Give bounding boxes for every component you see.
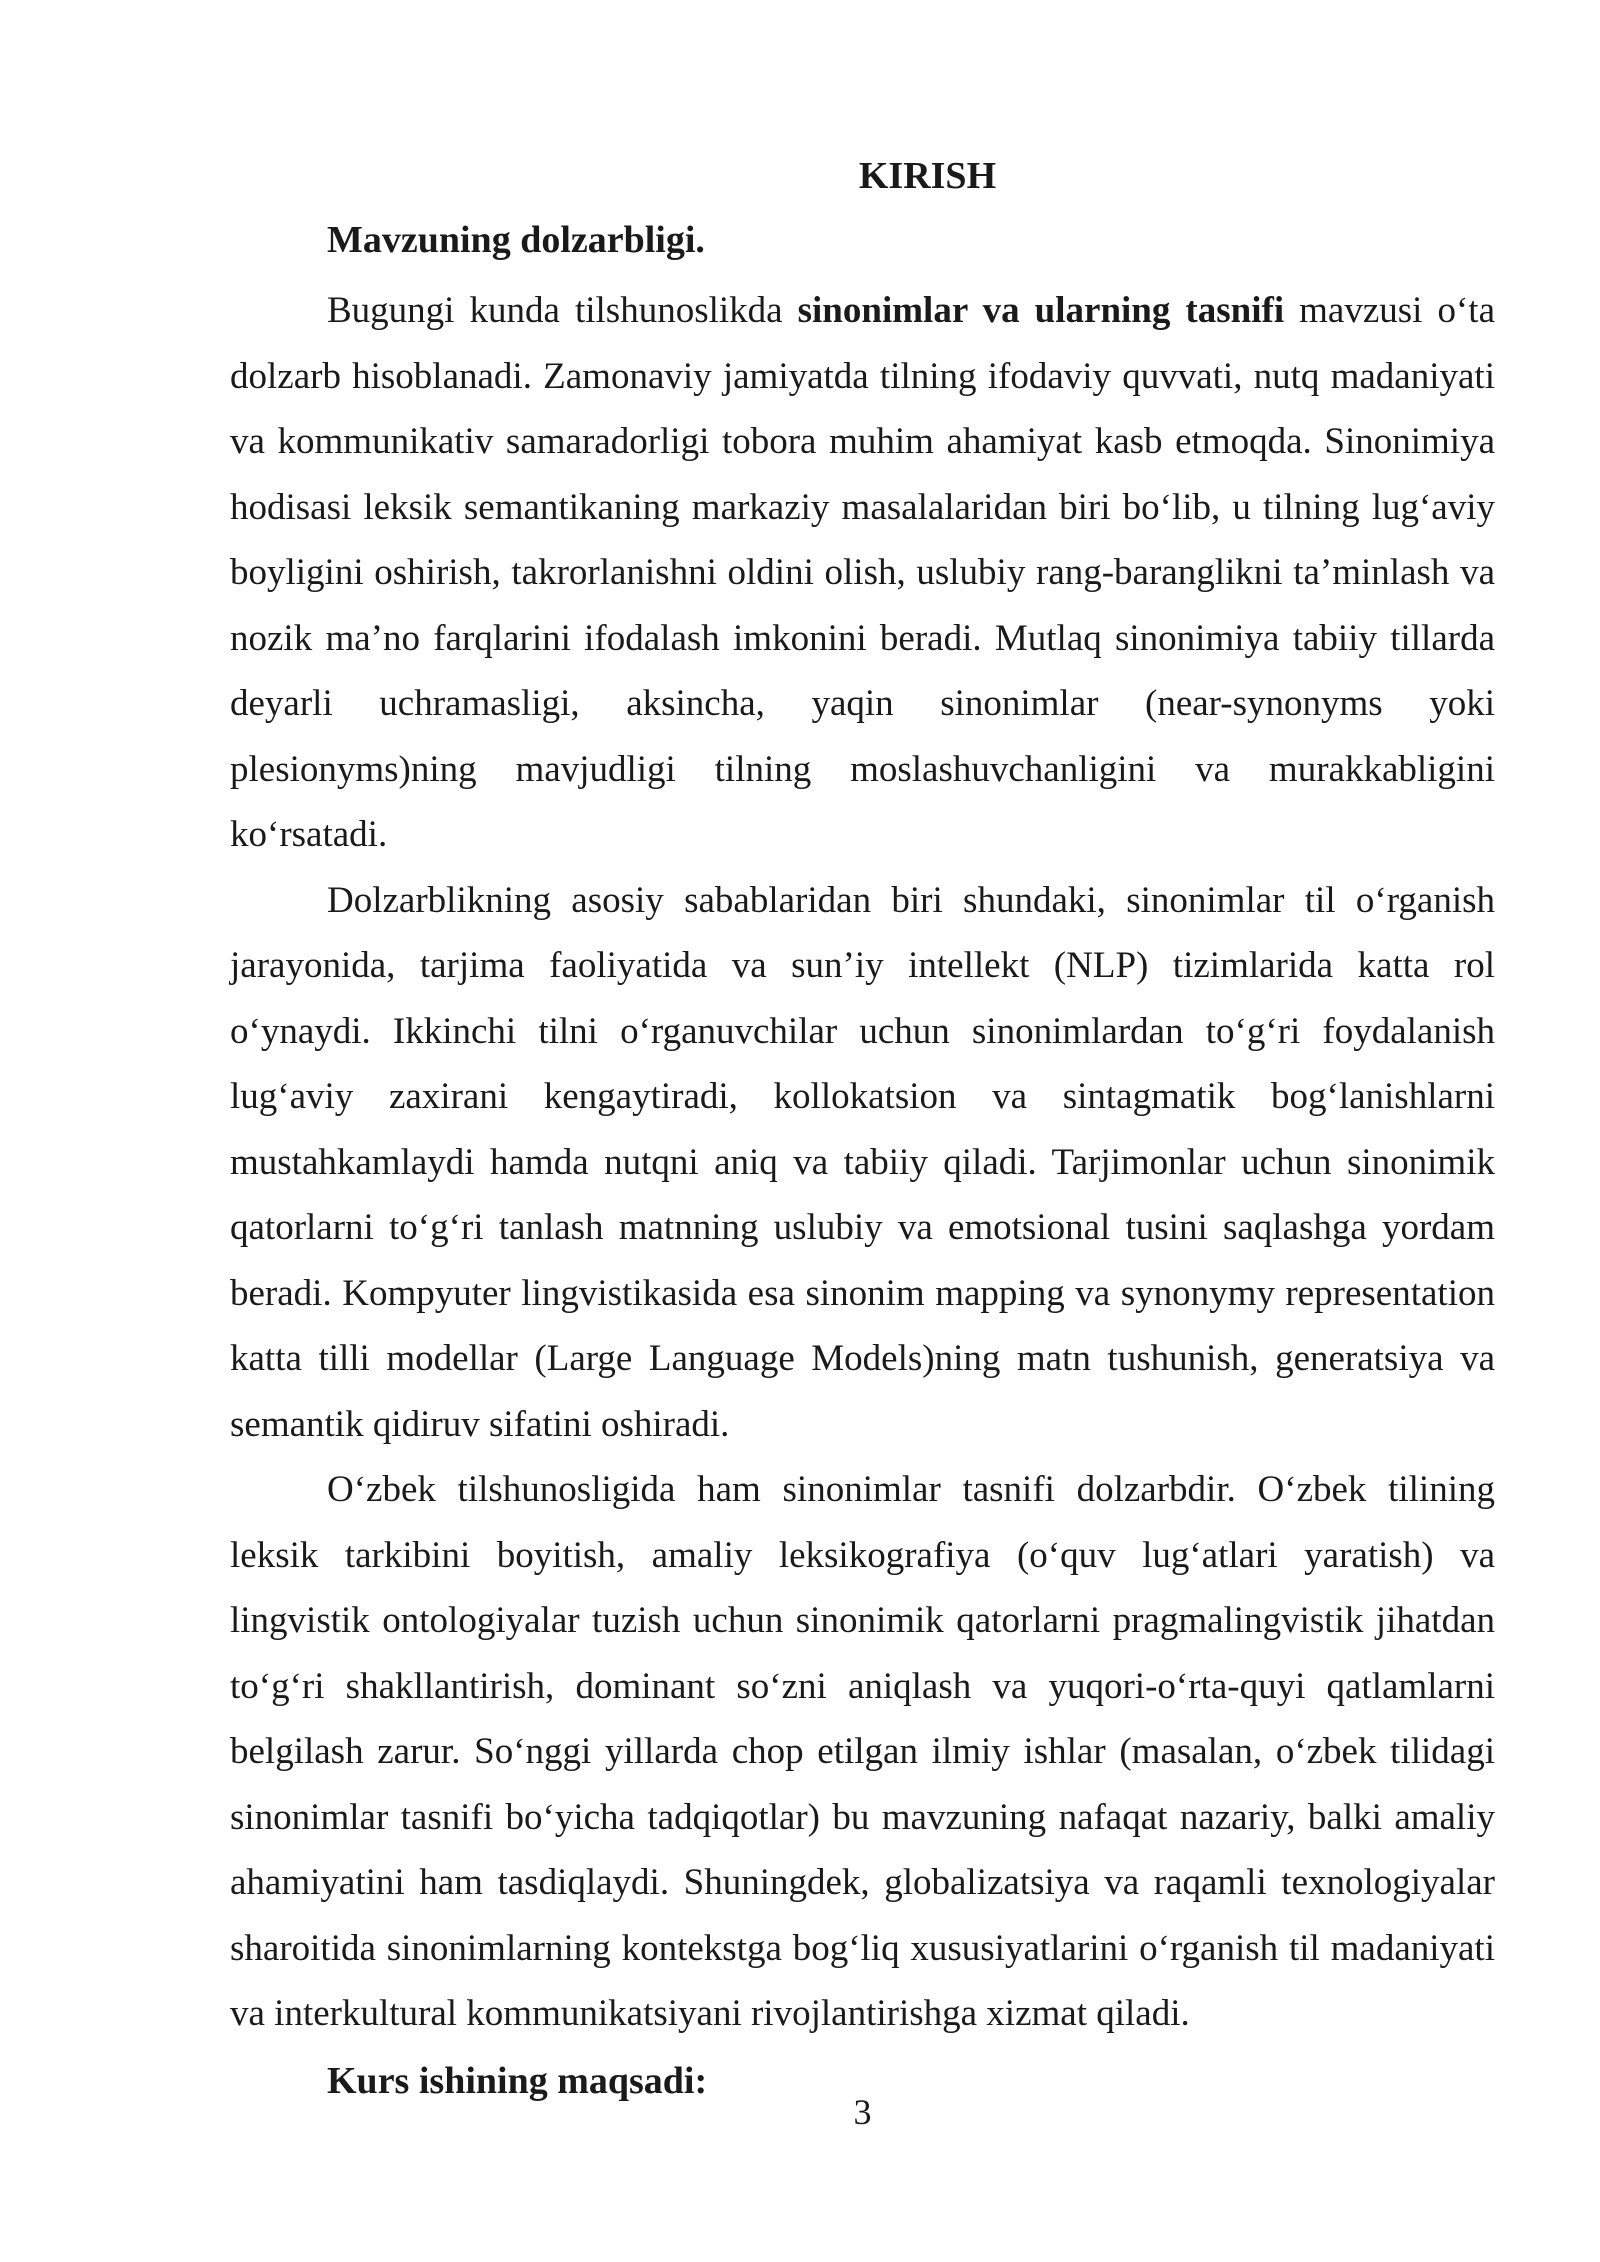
paragraph-3: O‘zbek tilshunosligida ham sinonimlar tasnifi dolzarbdir. O‘zbek tilining leksik tarkibini boyitish, amaliy leksikografiya (o‘quv lug‘atlari yaratish) va lingvistik ontologiyalar tuzish uchun sinonimik qatorlarni pragmalingvistik jihatdan to‘g‘ri shakllantirish, dominant so‘zni aniqlash va yuqori-o‘rta-quyi qatlamlarni belgilash zarur. So‘nggi yillarda chop etilgan ilmiy ishlar (masalan, o‘zbek tilidagi sinonimlar tasnifi bo‘yicha tadqiqotlar) bu mavzuning nafaqat nazariy, balki amaliy ahamiyatini ham tasdiqlaydi. Shuningdek, globalizatsiya va raqamli texnologiyalar sharoitida sinonimlarning kontekstga bog‘liq xususiyatlarini o‘rganish til madaniyati va interkultural kommunikatsiyani rivojlantirishga xizmat qiladi. xyxy=(230,1469,1495,2034)
section-heading: Mavzuning dolzarbligi. xyxy=(327,219,705,261)
page-number: 3 xyxy=(853,2092,872,2132)
paragraph-2: Dolzarblikning asosiy sabablaridan biri shundaki, sinonimlar til o‘rganish jarayonida, tarjima faoliyatida va sun’iy intellekt (NLP) tizimlarida katta rol o‘ynaydi. Ikkinchi tilni o‘rganuvchilar uchun sinonimlardan to‘g‘ri foydalanish lug‘aviy zaxirani kengaytiradi, kollokatsion va sintagmatik bog‘lanishlarni mustahkamlaydi hamda nutqni aniq va tabiiy qiladi. Tarjimonlar uchun sinonimik qatorlarni to‘g‘ri tanlash matnning uslubiy va emotsional tusini saqlashga yordam beradi. Kompyuter lingvistikasida esa sinonim mapping va synonymy representation katta tilli modellar (Large Language Models)ning matn tushunish, generatsiya va semantik qidiruv sifatini oshiradi. xyxy=(230,879,1495,1445)
paragraph-1 xyxy=(230,278,1495,868)
paragraph-1-rest: mavzusi o‘ta dolzarb hisoblanadi. Zamonaviy jamiyatda tilning ifodaviy quvvati, nutq madaniyati va kommunikativ samaradorligi tobora muhim ahamiyat kasb etmoqda. Sinonimiya hodisasi leksik semantikaning markaziy masalalaridan biri bo‘lib, u tilning lug‘aviy boyligini oshirish, takrorlanishni oldini olish, uslubiy rang-baranglikni ta’minlash va nozik ma’no farqlarini ifodalash imkonini beradi. Mutlaq sinonimiya tabiiy tillarda deyarli uchramasligi, aksincha, yaqin sinonimlar (near-synonyms yoki plesionyms)ning mavjudligi tilning moslashuvchanligini va murakkabligini ko‘rsatadi. xyxy=(230,290,1496,855)
paragraph-1-start: Bugungi kunda tilshunoslikda xyxy=(327,290,798,331)
next-section-heading: Kurs ishining maqsadi: xyxy=(327,2059,708,2102)
paragraph-1-bold-term: sinonimlar va ularning tasnifi xyxy=(797,290,1285,331)
page-title: KIRISH xyxy=(858,155,997,197)
page-content xyxy=(230,150,1495,2107)
